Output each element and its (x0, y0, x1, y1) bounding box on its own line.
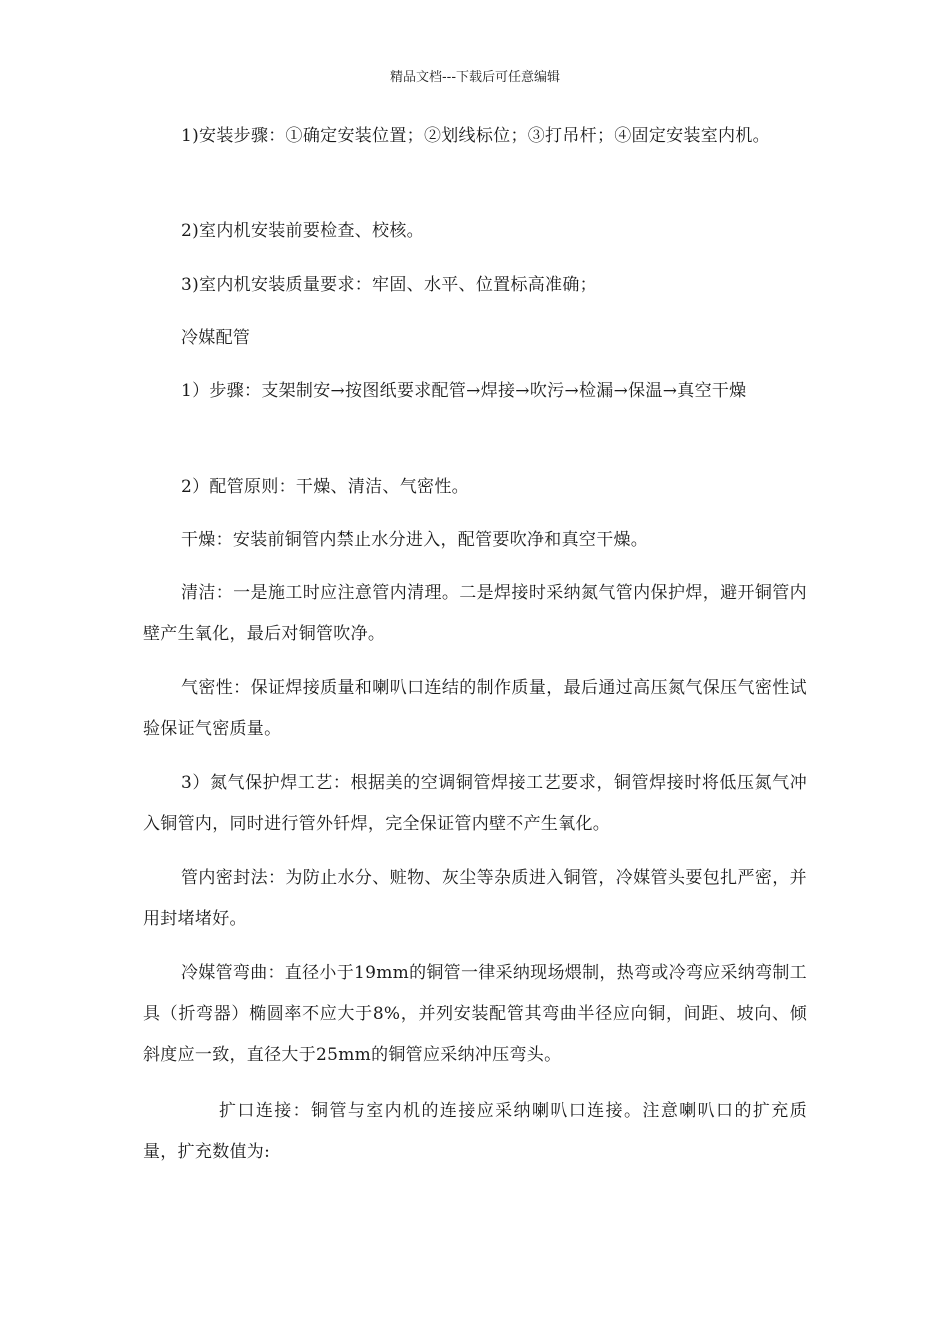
paragraph-nitrogen-welding: 3）氮气保护焊工艺：根据美的空调铜管焊接工艺要求，铜管焊接时将低压氮气冲入铜管内，同时进行管外钎焊，完全保证管内壁不产生氧化。 (143, 773, 807, 834)
section-heading-refrigerant-piping: 冷媒配管 (181, 328, 251, 348)
paragraph-piping-steps: 1）步骤：支架制安→按图纸要求配管→焊接→吹污→检漏→保温→真空干燥 (181, 381, 747, 401)
paragraph-pre-install-check: 2)室内机安装前要检查、校核。 (181, 221, 424, 241)
paragraph-dryness: 干燥：安装前铜管内禁止水分进入，配管要吹净和真空干燥。 (181, 530, 649, 550)
paragraph-piping-principles: 2）配管原则：干燥、清洁、气密性。 (181, 477, 469, 497)
paragraph-pipe-bending: 冷媒管弯曲：直径小于19mm的铜管一律采纳现场煨制，热弯或冷弯应采纳弯制工具（折弯器）椭圆率不应大于8%，并列安装配管其弯曲半径应向铜，间距、坡向、倾斜度应一致，直径大于25mm的铜管应采纳冲压弯头。 (143, 963, 807, 1065)
paragraph-quality-requirements: 3)室内机安装质量要求：牢固、水平、位置标高准确； (181, 275, 597, 295)
paragraph-airtightness: 气密性：保证焊接质量和喇叭口连结的制作质量，最后通过高压氮气保压气密性试验保证气密质量。 (143, 678, 807, 739)
document-header: 精品文档---下载后可任意编辑 (389, 70, 561, 85)
paragraph-cleanliness: 清洁：一是施工时应注意管内清理。二是焊接时采纳氮气管内保护焊，避开铜管内壁产生氧化，最后对铜管吹净。 (143, 583, 807, 644)
paragraph-install-steps: 1)安装步骤：①确定安装位置；②划线标位；③打吊杆；④固定安装室内机。 (181, 126, 770, 146)
paragraph-flare-connection: 扩口连接：铜管与室内机的连接应采纳喇叭口连接。注意喇叭口的扩充质量，扩充数值为: (143, 1101, 807, 1162)
paragraph-pipe-sealing: 管内密封法：为防止水分、赃物、灰尘等杂质进入铜管，冷媒管头要包扎严密，并用封堵堵好。 (143, 868, 807, 929)
